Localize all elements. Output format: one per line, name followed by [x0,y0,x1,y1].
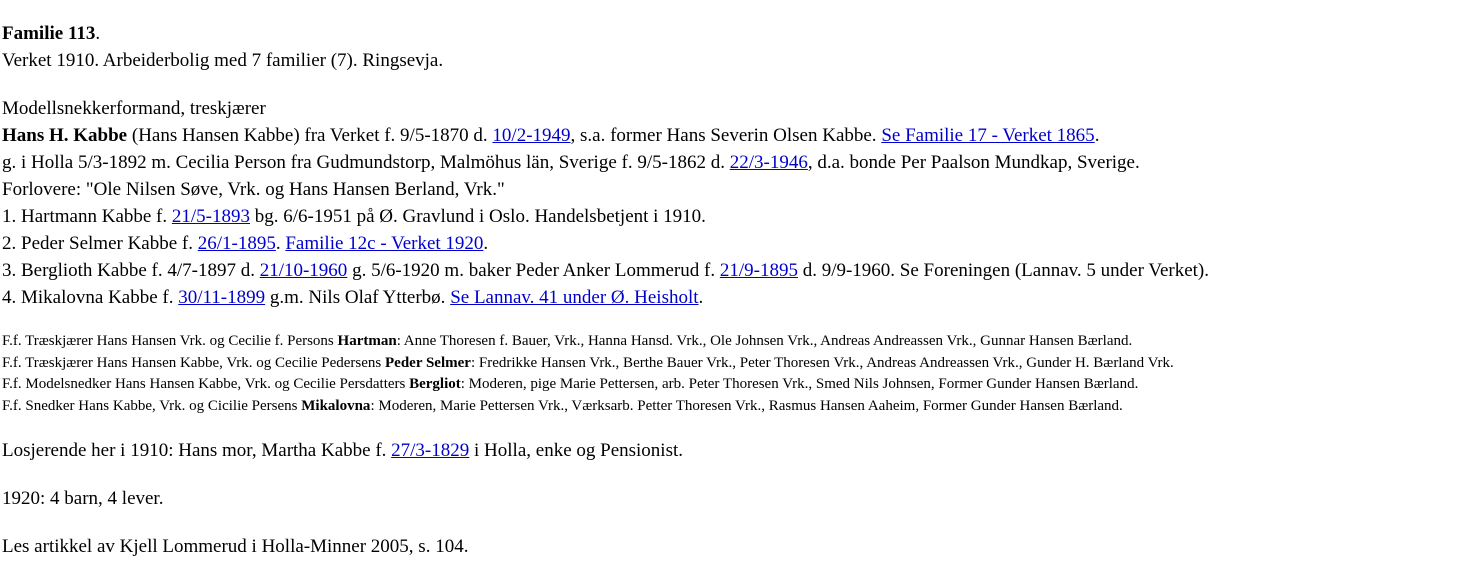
family-17-link[interactable]: Se Familie 17 - Verket 1865 [881,125,1095,146]
sponsor-line: F.f. Modelsnedker Hans Hansen Kabbe, Vrk. og Cecilie Persdatters Bergliot: Moderen, pige Marie Pettersen, arb. Peter Thoresen Vrk., Smed Nils Johnsen, Former Gunder Hansen Bærland. [2,376,1139,392]
lodger-line: Losjerende her i 1910: Hans mor, Martha Kabbe f. 27/3-1829 i Holla, enke og Pensionist. [2,440,683,461]
child-birth-date-link[interactable]: 21/5-1893 [171,206,250,227]
child-birth-date-link[interactable]: 26/1-1895 [197,233,276,254]
child-line: 2. Peder Selmer Kabbe f. 26/1-1895. Familie 12c - Verket 1920. [2,233,489,254]
lodger-birth-date-link[interactable]: 27/3-1829 [391,440,470,461]
location-line: Verket 1910. Arbeiderbolig med 7 familier (7). Ringsevja. [2,50,444,71]
census-1920-line: 1920: 4 barn, 4 lever. [2,488,164,509]
child-line: 3. Berglioth Kabbe f. 4/7-1897 d. 21/10-1960 g. 5/6-1920 m. baker Peder Anker Lommerud f. 21/9-1895 d. 9/9-1960. Se Foreningen (Lannav. 5 under Verket). [2,260,1209,281]
family-title: Familie 113 [2,23,96,44]
mother-death-date-link[interactable]: 22/3-1946 [729,152,808,173]
family-heading: Familie 113. [2,23,101,44]
child-death-date-link[interactable]: 21/10-1960 [259,260,348,281]
occupation-line: Modellsnekkerformand, treskjærer [2,98,266,119]
father-death-date-link[interactable]: 10/2-1949 [492,125,571,146]
marriage-line: g. i Holla 5/3-1892 m. Cecilia Person fra Gudmundstorp, Malmöhus län, Sverige f. 9/5-1862 d. 22/3-1946, d.a. bonde Per Paalson Mundkap, Sverige. [2,152,1140,173]
father-name: Hans H. Kabbe [2,125,128,146]
family-12c-link[interactable]: Familie 12c - Verket 1920 [285,233,484,254]
sponsor-line: F.f. Træskjærer Hans Hansen Kabbe, Vrk. og Cecilie Pedersens Peder Selmer: Fredrikke Hansen Vrk., Berthe Bauer Vrk., Peter Thoresen Vrk., Andreas Andreassen Vrk., Gunder H. Bærland Vrk. [2,354,1174,371]
father-line: Hans H. Kabbe (Hans Hansen Kabbe) fra Verket f. 9/5-1870 d. 10/2-1949, s.a. former Hans Severin Olsen Kabbe. Se Familie 17 - Verket 1865. [2,125,1100,146]
spouse-birth-date-link[interactable]: 21/9-1895 [719,260,798,281]
lannav-41-link[interactable]: Se Lannav. 41 under Ø. Heisholt [450,287,699,308]
child-birth-date-link[interactable]: 30/11-1899 [178,287,266,308]
sponsor-line: F.f. Snedker Hans Kabbe, Vrk. og Cicilie Persens Mikalovna: Moderen, Marie Pettersen Vrk., Værksarb. Petter Thoresen Vrk., Rasmus Hansen Aaheim, Former Gunder Hansen Bærland. [2,397,1123,414]
child-line: 1. Hartmann Kabbe f. 21/5-1893 bg. 6/6-1951 på Ø. Gravlund i Oslo. Handelsbetjent i 1910. [2,206,706,227]
article-line: Les artikkel av Kjell Lommerud i Holla-Minner 2005, s. 104. [2,536,469,557]
sponsor-line: F.f. Træskjærer Hans Hansen Vrk. og Cecilie f. Persons Hartman: Anne Thoresen f. Bauer, Vrk., Hanna Hansd. Vrk., Ole Johnsen Vrk., Andreas Andreassen Vrk., Gunnar Hansen Bærland. [2,333,1133,349]
witnesses-line: Forlovere: "Ole Nilsen Søve, Vrk. og Hans Hansen Berland, Vrk." [2,179,505,200]
child-line: 4. Mikalovna Kabbe f. 30/11-1899 g.m. Nils Olaf Ytterbø. Se Lannav. 41 under Ø. Heisholt. [2,287,704,308]
